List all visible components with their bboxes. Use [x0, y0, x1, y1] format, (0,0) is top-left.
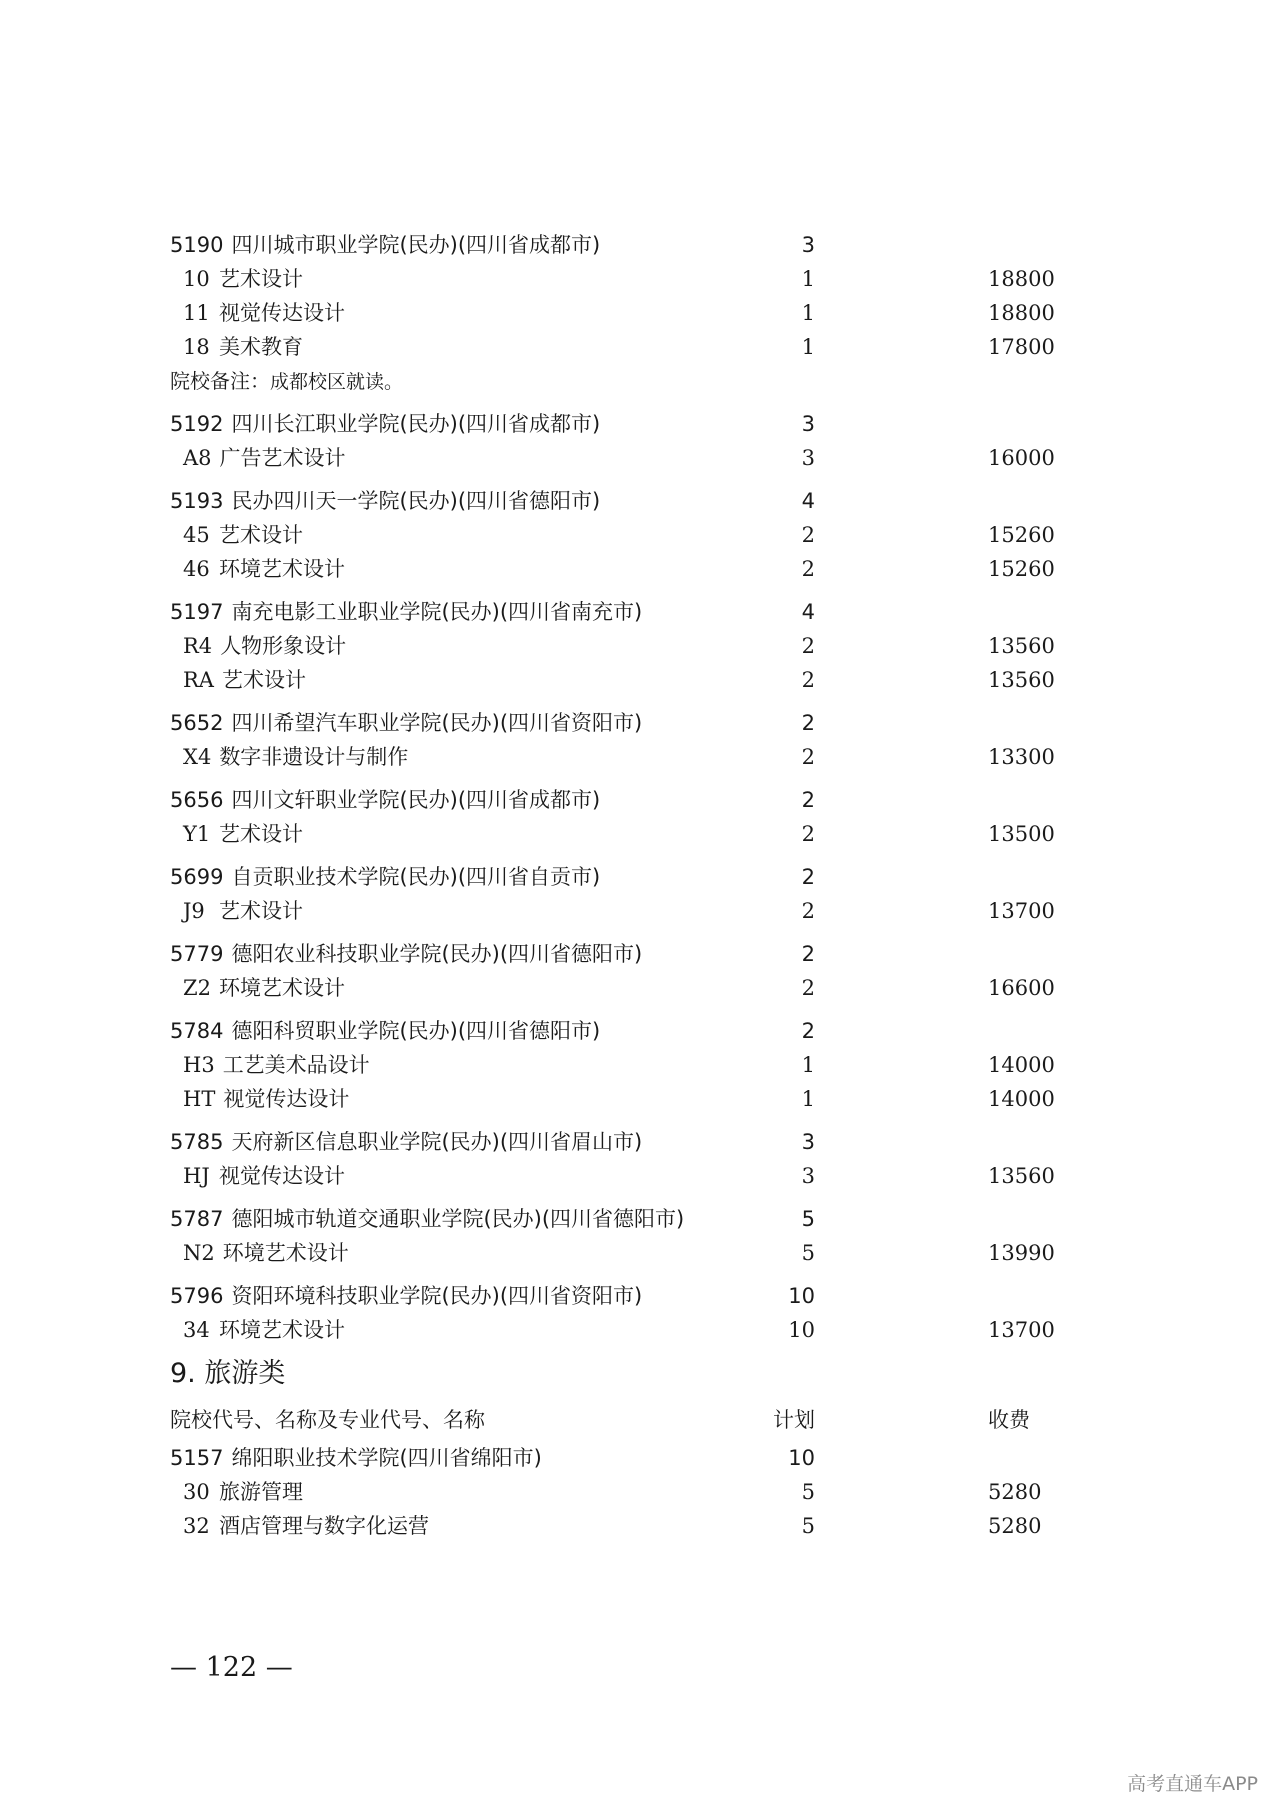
major-row	[170, 296, 1070, 330]
major-code: 30	[183, 1480, 210, 1504]
school-code: 5785	[170, 1130, 224, 1154]
school-row	[170, 1202, 1070, 1236]
school-plan: 2	[801, 865, 815, 889]
major-name: 艺术设计	[219, 267, 303, 291]
major-plan: 1	[801, 267, 815, 291]
major-code: 11	[183, 301, 210, 325]
major-plan: 2	[801, 822, 815, 846]
major-fee: 14000	[988, 1087, 1055, 1111]
major-fee: 5280	[988, 1480, 1042, 1504]
school-row	[170, 595, 1070, 629]
major-row	[170, 262, 1070, 296]
header-fee-column: 收费	[988, 1408, 1030, 1432]
major-row	[170, 1048, 1070, 1082]
major-code: H3	[183, 1053, 215, 1077]
major-name: 艺术设计	[219, 899, 303, 923]
school-plan: 2	[801, 1019, 815, 1043]
major-fee: 15260	[988, 523, 1055, 547]
school-row	[170, 937, 1070, 971]
major-plan: 5	[801, 1480, 815, 1504]
major-code: HJ	[183, 1164, 210, 1188]
major-row	[170, 1313, 1070, 1347]
school-code: 5779	[170, 942, 224, 966]
school-plan: 2	[801, 942, 815, 966]
school-name: 德阳科贸职业学院(民办)(四川省德阳市)	[231, 1019, 601, 1043]
school-plan: 5	[801, 1207, 815, 1231]
major-fee: 14000	[988, 1053, 1055, 1077]
school-plan: 4	[801, 600, 815, 624]
school-row	[170, 706, 1070, 740]
school-name: 德阳农业科技职业学院(民办)(四川省德阳市)	[231, 942, 643, 966]
school-row	[170, 860, 1070, 894]
school-plan: 3	[801, 233, 815, 257]
major-fee: 13300	[988, 745, 1055, 769]
major-fee: 16000	[988, 446, 1055, 470]
major-row	[170, 1509, 1070, 1543]
major-fee: 16600	[988, 976, 1055, 1000]
school-row	[170, 1441, 1070, 1475]
school-code: 5784	[170, 1019, 224, 1043]
major-name: 艺术设计	[221, 668, 306, 692]
major-code: R4	[183, 634, 213, 658]
header-plan-column: 计划	[773, 1408, 815, 1432]
major-code: 10	[183, 267, 210, 291]
major-code: A8	[183, 446, 212, 470]
school-code: 5656	[170, 788, 224, 812]
major-code: 45	[183, 523, 210, 547]
major-code: J9	[183, 899, 205, 923]
major-fee: 13990	[988, 1241, 1055, 1265]
watermark: 高考直通车APP	[1127, 1773, 1258, 1795]
school-list-art	[170, 228, 1070, 1347]
major-code: 32	[183, 1514, 210, 1538]
school-name: 四川城市职业学院(民办)(四川省成都市)	[231, 233, 601, 257]
school-plan: 4	[801, 489, 815, 513]
school-row	[170, 1014, 1070, 1048]
major-plan: 1	[801, 301, 815, 325]
major-name: 视觉传达设计	[223, 1087, 350, 1111]
school-name: 四川希望汽车职业学院(民办)(四川省资阳市)	[231, 711, 643, 735]
school-name: 南充电影工业职业学院(民办)(四川省南充市)	[231, 600, 643, 624]
school-note	[170, 364, 1070, 398]
school-plan: 3	[801, 1130, 815, 1154]
page-number: — 122 —	[170, 1652, 293, 1683]
major-fee: 13560	[988, 634, 1055, 658]
major-name: 人物形象设计	[220, 634, 347, 658]
major-fee: 18800	[988, 267, 1055, 291]
major-row	[170, 441, 1070, 475]
note-label: 院校备注：	[170, 369, 270, 393]
school-row	[170, 228, 1070, 262]
content	[170, 228, 1070, 1543]
major-row	[170, 1475, 1070, 1509]
school-code: 5652	[170, 711, 224, 735]
note-text: 成都校区就读。	[270, 371, 404, 393]
school-code: 5192	[170, 412, 224, 436]
major-fee: 13560	[988, 1164, 1055, 1188]
school-name: 民办四川天一学院(民办)(四川省德阳市)	[231, 489, 601, 513]
school-plan: 2	[801, 788, 815, 812]
major-name: 广告艺术设计	[219, 446, 346, 470]
school-name: 资阳环境科技职业学院(民办)(四川省资阳市)	[231, 1284, 643, 1308]
school-name: 自贡职业技术学院(民办)(四川省自贡市)	[231, 865, 601, 889]
school-code: 5796	[170, 1284, 224, 1308]
major-plan: 3	[801, 446, 815, 470]
school-name: 天府新区信息职业学院(民办)(四川省眉山市)	[231, 1130, 643, 1154]
major-plan: 2	[801, 668, 815, 692]
school-row	[170, 1125, 1070, 1159]
major-row	[170, 894, 1070, 928]
major-plan: 5	[801, 1514, 815, 1538]
school-list-tourism	[170, 1441, 1070, 1543]
school-row	[170, 484, 1070, 518]
school-code: 5190	[170, 233, 224, 257]
school-code: 5193	[170, 489, 224, 513]
major-row	[170, 817, 1070, 851]
major-row	[170, 330, 1070, 364]
school-row	[170, 407, 1070, 441]
major-row	[170, 552, 1070, 586]
major-row	[170, 971, 1070, 1005]
major-fee: 13700	[988, 1318, 1055, 1342]
major-name: 环境艺术设计	[219, 976, 345, 1000]
school-code: 5699	[170, 865, 224, 889]
school-plan: 10	[788, 1446, 815, 1470]
major-plan: 2	[801, 976, 815, 1000]
major-fee: 17800	[988, 335, 1055, 359]
major-plan: 1	[801, 1087, 815, 1111]
major-fee: 15260	[988, 557, 1055, 581]
school-plan: 10	[788, 1284, 815, 1308]
major-fee: 5280	[988, 1514, 1042, 1538]
school-row	[170, 783, 1070, 817]
major-fee: 13700	[988, 899, 1055, 923]
major-name: 艺术设计	[219, 523, 303, 547]
table-header	[170, 1399, 1070, 1441]
major-row	[170, 740, 1070, 774]
major-code: N2	[183, 1241, 215, 1265]
school-code: 5787	[170, 1207, 224, 1231]
major-code: RA	[183, 668, 214, 692]
school-name: 德阳城市轨道交通职业学院(民办)(四川省德阳市)	[231, 1207, 685, 1231]
major-plan: 2	[801, 899, 815, 923]
major-name: 工艺美术品设计	[222, 1053, 370, 1077]
major-name: 旅游管理	[219, 1480, 303, 1504]
school-name: 四川长江职业学院(民办)(四川省成都市)	[231, 412, 601, 436]
major-code: 18	[183, 335, 210, 359]
major-name: 数字非遗设计与制作	[219, 745, 409, 769]
major-plan: 2	[801, 745, 815, 769]
school-name: 四川文轩职业学院(民办)(四川省成都市)	[231, 788, 601, 812]
major-fee: 13560	[988, 668, 1055, 692]
major-row	[170, 1159, 1070, 1193]
major-row	[170, 1082, 1070, 1116]
major-plan: 10	[788, 1318, 815, 1342]
major-plan: 5	[801, 1241, 815, 1265]
major-code: 34	[183, 1318, 210, 1342]
major-plan: 2	[801, 634, 815, 658]
school-code: 5157	[170, 1446, 224, 1470]
school-plan: 2	[801, 711, 815, 735]
major-code: 46	[183, 557, 210, 581]
major-name: 美术教育	[219, 335, 303, 359]
section-title: 9. 旅游类	[170, 1358, 286, 1389]
major-code: X4	[183, 745, 212, 769]
major-name: 视觉传达设计	[219, 301, 345, 325]
header-name-column: 院校代号、名称及专业代号、名称	[170, 1408, 485, 1432]
major-plan: 2	[801, 557, 815, 581]
major-row	[170, 518, 1070, 552]
major-code: Y1	[183, 822, 211, 846]
major-name: 艺术设计	[219, 822, 303, 846]
school-code: 5197	[170, 600, 224, 624]
major-name: 视觉传达设计	[219, 1164, 345, 1188]
school-name: 绵阳职业技术学院(四川省绵阳市)	[231, 1446, 542, 1470]
major-fee: 18800	[988, 301, 1055, 325]
major-name: 环境艺术设计	[219, 557, 345, 581]
major-row	[170, 1236, 1070, 1270]
major-plan: 1	[801, 335, 815, 359]
major-plan: 1	[801, 1053, 815, 1077]
school-row	[170, 1279, 1070, 1313]
major-row	[170, 629, 1070, 663]
major-row	[170, 663, 1070, 697]
major-fee: 13500	[988, 822, 1055, 846]
major-plan: 3	[801, 1164, 815, 1188]
major-name: 环境艺术设计	[219, 1318, 345, 1342]
major-code: HT	[183, 1087, 216, 1111]
major-name: 酒店管理与数字化运营	[219, 1514, 429, 1538]
major-plan: 2	[801, 523, 815, 547]
major-code: Z2	[183, 976, 211, 1000]
major-name: 环境艺术设计	[222, 1241, 349, 1265]
school-plan: 3	[801, 412, 815, 436]
